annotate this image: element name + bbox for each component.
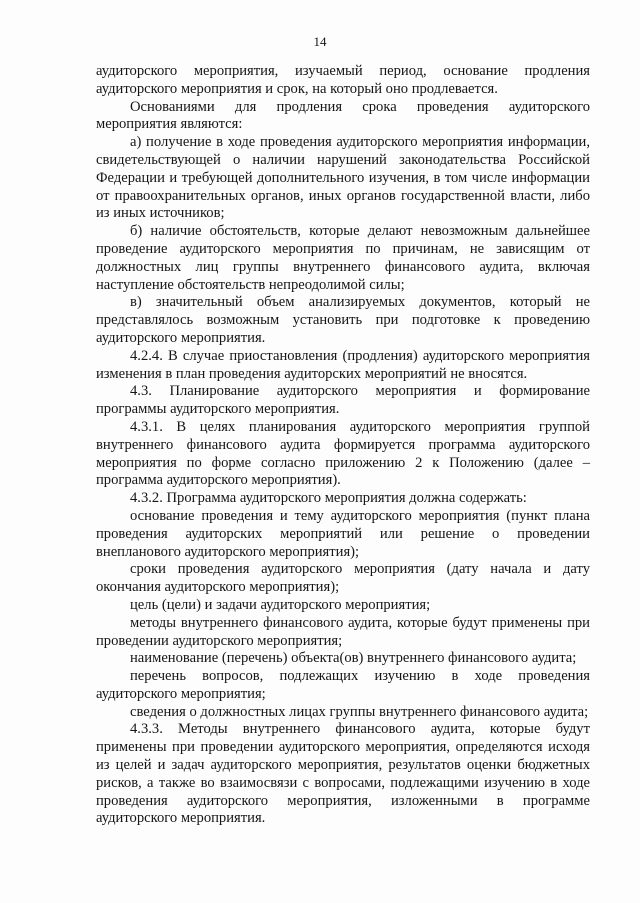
list-item-objects: наименование (перечень) объекта(ов) внутреннего финансового аудита;: [130, 650, 577, 667]
paragraph-grounds-intro: Основаниями для продления срока проведения аудиторского мероприятия являются:: [96, 98, 590, 133]
paragraph-ground-a: а) получение в ходе проведения аудиторского мероприятия информации, свидетельствующей о наличии нарушений законодательства Российской Федерации и требующей дополнительного изучения, в том числе информации от правоохранительных органов, иных органов государственной власти, либо из иных источников;: [96, 134, 590, 222]
paragraph-ground-c: в) значительный объем анализируемых документов, который не представлялось возможным установить при подготовке к проведению аудиторского мероприятия.: [96, 294, 590, 346]
list-item-questions: перечень вопросов, подлежащих изучению в ходе проведения аудиторского мероприятия;: [96, 668, 590, 702]
list-item-goals: цель (цели) и задачи аудиторского мероприятия;: [130, 596, 431, 613]
list-item-dates: сроки проведения аудиторского мероприятия (дату начала и дату окончания аудиторского мероприятия);: [96, 561, 590, 596]
paragraph-4-3: 4.3. Планирование аудиторского мероприятия и формирование программы аудиторского мероприятия.: [96, 383, 590, 418]
paragraph-continuation: аудиторского мероприятия, изучаемый период, основание продления аудиторского мероприятия и срок, на который оно продлевается.: [96, 63, 590, 97]
paragraph-4-2-4: 4.2.4. В случае приостановления (продления) аудиторского мероприятия изменения в план проведения аудиторских мероприятий не вносятся.: [96, 347, 590, 382]
list-item-basis: основание проведения и тему аудиторского мероприятия (пункт плана проведения аудиторских мероприятий или решение о проведении внепланового аудиторского мероприятия);: [96, 507, 590, 560]
list-item-officials: сведения о должностных лицах группы внутреннего финансового аудита;: [130, 703, 589, 720]
paragraph-4-3-3: 4.3.3. Методы внутреннего финансового аудита, которые будут применены при проведении аудиторского мероприятия, определяются исходя из целей и задач аудиторского мероприятия, результатов оценки бюджетных рисков, а также во взаимосвязи с вопросами, подлежащими изучению в ходе проведения аудиторского мероприятия, изложенными в программе аудиторского мероприятия.: [96, 721, 590, 827]
paragraph-4-3-2: 4.3.2. Программа аудиторского мероприятия должна содержать:: [130, 490, 527, 507]
document-body: [96, 63, 590, 828]
paragraph-4-3-1: 4.3.1. В целях планирования аудиторского мероприятия группой внутреннего финансового аудита формируется программа аудиторского мероприятия по форме согласно приложению 2 к Положению (далее – программа аудиторского мероприятия).: [96, 418, 590, 489]
paragraph-ground-b: б) наличие обстоятельств, которые делают невозможным дальнейшее проведение аудиторского мероприятия по причинам, не зависящим от должностных лиц группы внутреннего финансового аудита, включая наступление обстоятельств непреодолимой силы;: [96, 223, 590, 293]
page-number: 14: [313, 34, 327, 49]
list-item-methods: методы внутреннего финансового аудита, которые будут применены при проведении аудиторского мероприятия;: [96, 614, 590, 649]
